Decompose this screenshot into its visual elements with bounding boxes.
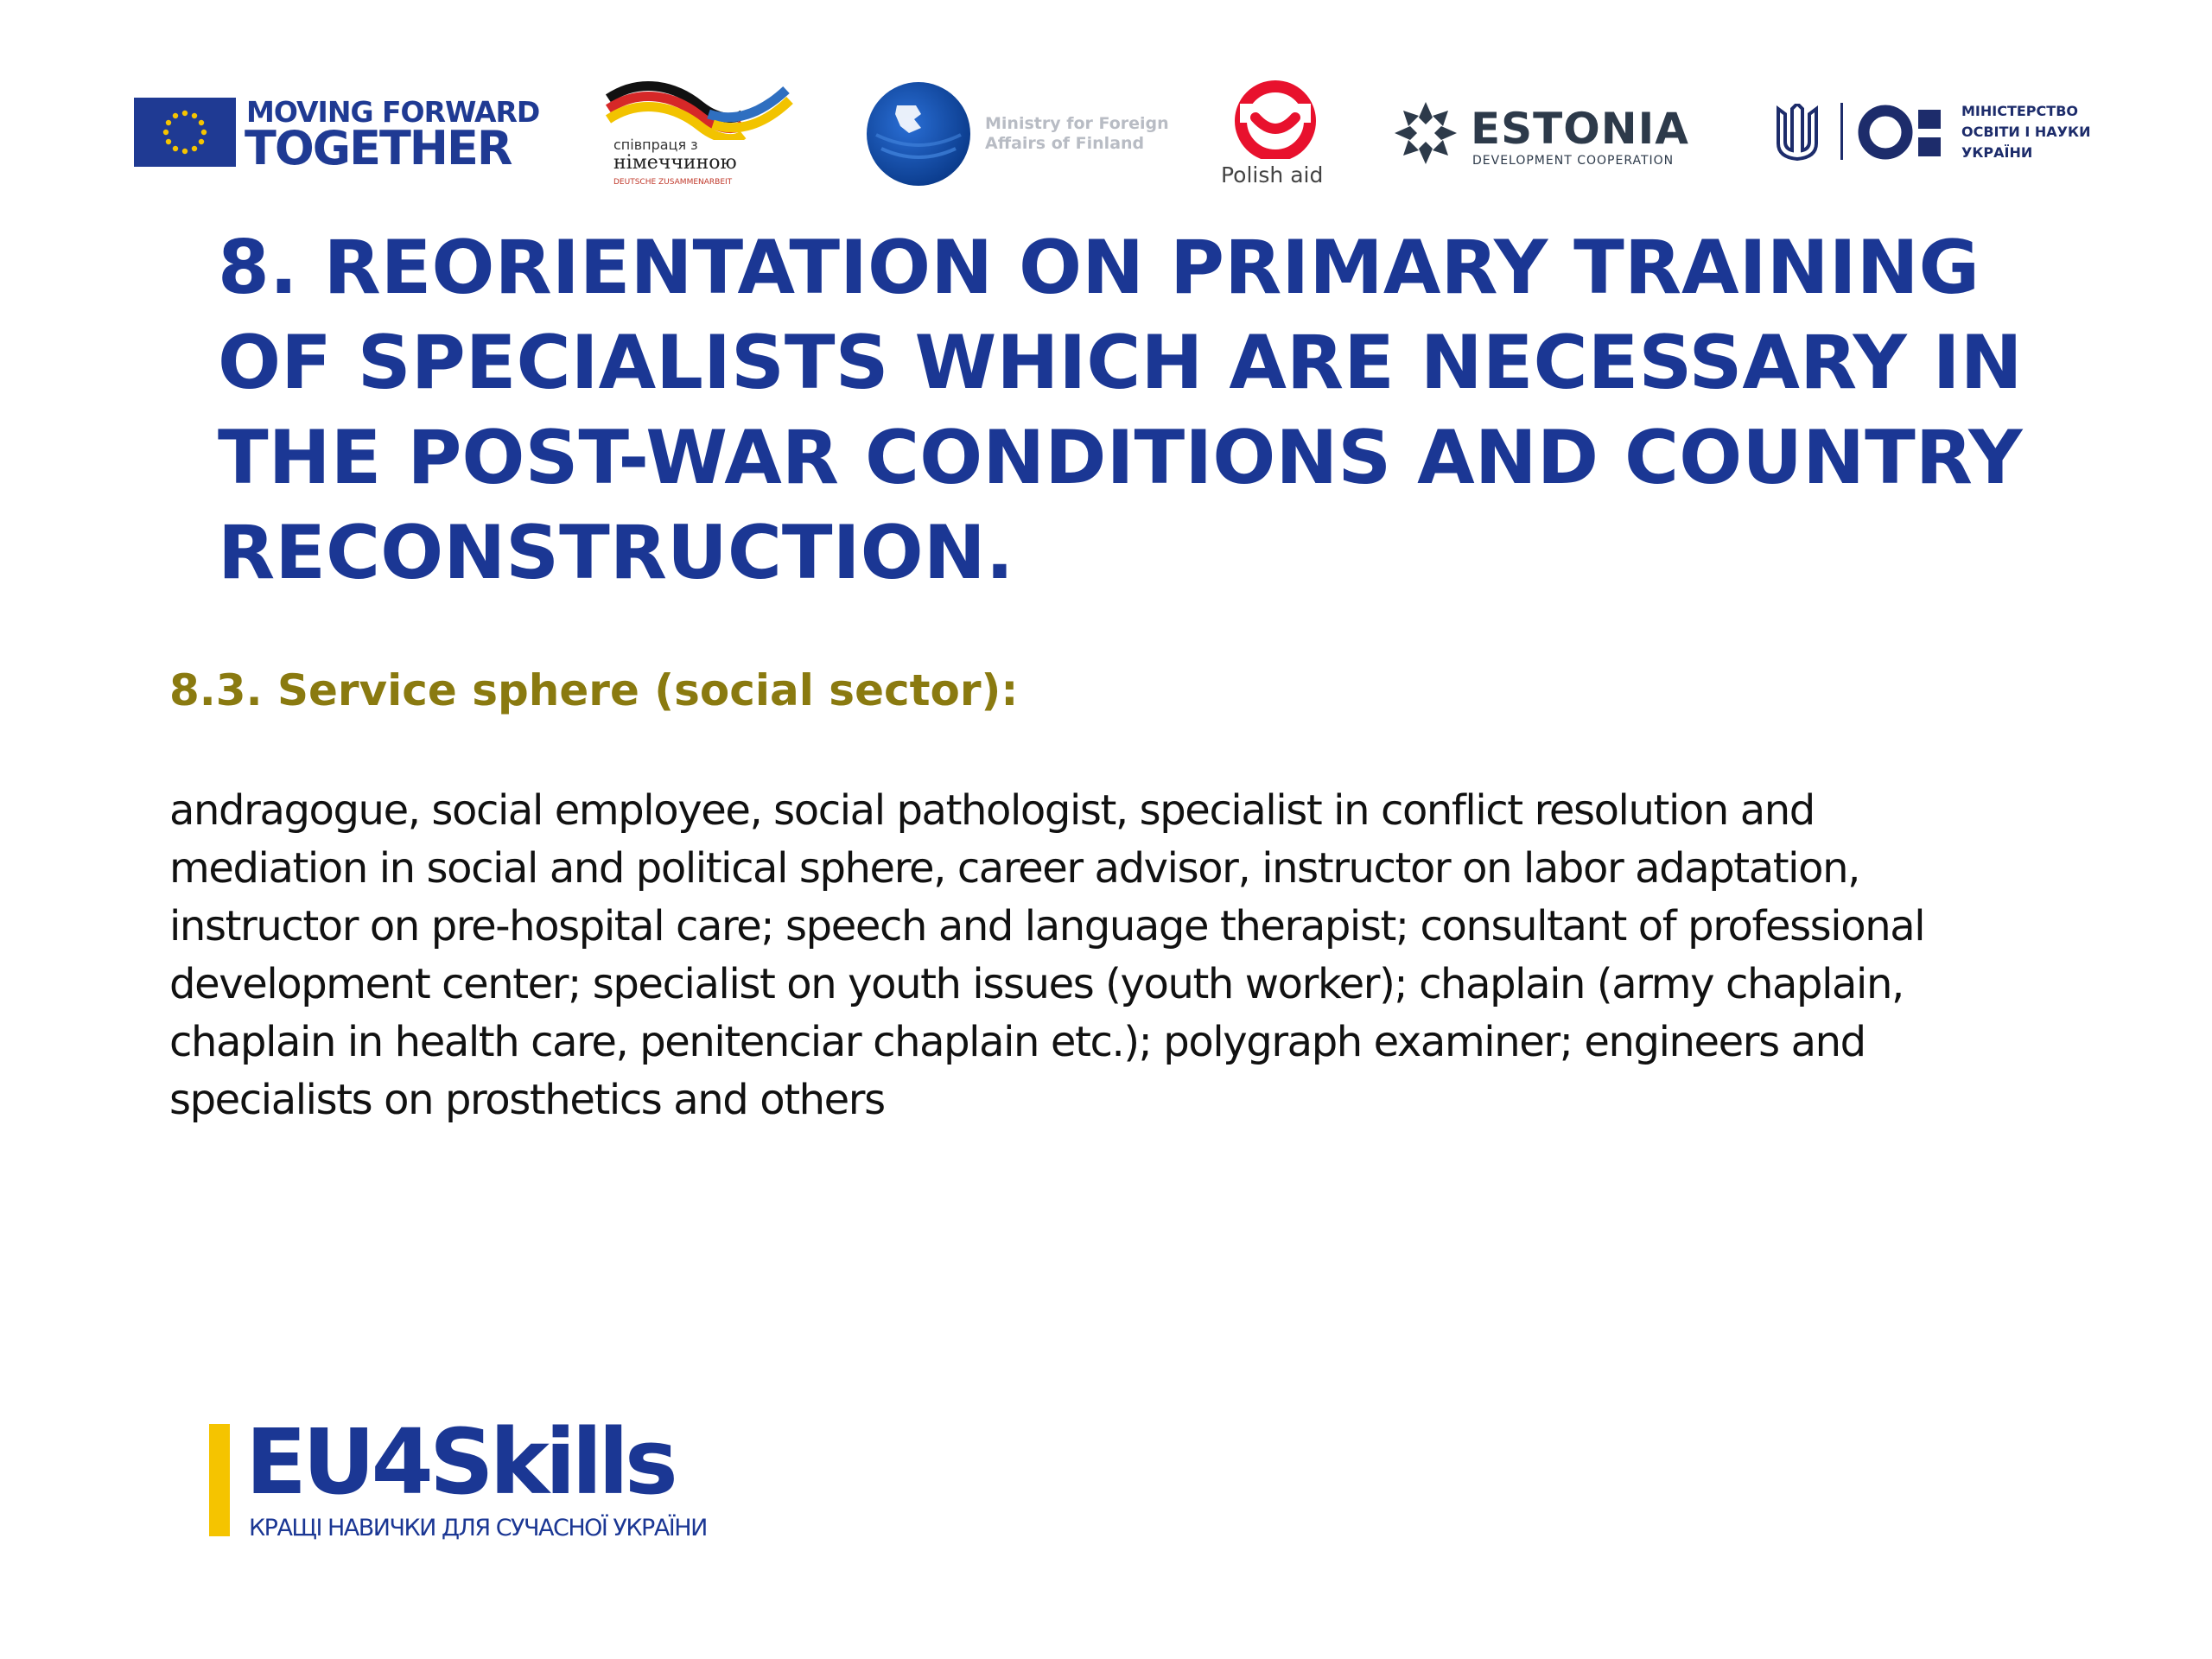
- finland-lion-emblem-icon: [864, 79, 973, 188]
- finland-mfa-logo: [864, 79, 1169, 188]
- polish-aid-label: Polish aid: [1221, 162, 1324, 188]
- body-line: chaplain in health care, penitenciar chaplain etc.); polygraph examiner; engineers and: [169, 1018, 1866, 1066]
- german-logo-line2: німеччиною: [613, 152, 737, 174]
- estonia-development-logo: [1391, 97, 1711, 175]
- body-line: mediation in social and political sphere, career advisor, instructor on labor adaptation,: [169, 844, 1859, 893]
- slide-title-line: THE POST-WAR CONDITIONS AND COUNTRY: [218, 415, 2023, 501]
- partner-logos-row: [0, 0, 2212, 207]
- section-body-text: [169, 782, 2122, 1129]
- body-line: andragogue, social employee, social pathologist, specialist in conflict resolution and: [169, 786, 1815, 835]
- finland-logo-line2: Affairs of Finland: [985, 134, 1145, 153]
- eu-flag-icon: [134, 98, 236, 167]
- eu4skills-logo: [207, 1409, 743, 1551]
- slide-title: [218, 220, 2119, 601]
- section-subtitle: 8.3. Service sphere (social sector):: [169, 665, 1019, 715]
- eu4skills-name: EU4Skills: [245, 1409, 674, 1515]
- ukraine-logo-line3: УКРАЇНИ: [1961, 144, 2033, 161]
- ukraine-logo-divider: [1840, 103, 1843, 160]
- finland-logo-text: [985, 114, 1169, 154]
- eu-logo-line2: TOGETHER: [245, 121, 512, 175]
- ukraine-ministry-logo: [1771, 99, 2134, 168]
- body-line: instructor on pre-hospital care; speech and language therapist; consultant of professional: [169, 902, 1925, 950]
- slide-title-line: RECONSTRUCTION.: [218, 510, 1014, 596]
- estonia-logo-name: ESTONIA: [1471, 104, 1689, 154]
- estonia-star-icon: [1391, 99, 1460, 168]
- ukraine-logo-text: [1961, 101, 2090, 163]
- ukraine-ministry-mark-icon: [1858, 103, 1953, 163]
- slide-title-line: OF SPECIALISTS WHICH ARE NECESSARY IN: [218, 320, 2023, 406]
- polish-aid-logo: [1214, 79, 1335, 188]
- ukraine-logo-line2: ОСВІТИ І НАУКИ: [1961, 124, 2091, 140]
- german-cooperation-logo: [605, 79, 795, 192]
- body-line: development center; specialist on youth issues (youth worker); chaplain (army chaplain,: [169, 960, 1904, 1008]
- ukraine-logo-line1: МІНІСТЕРСТВО: [1961, 103, 2078, 119]
- slide-title-line: 8. REORIENTATION ON PRIMARY TRAINING: [218, 225, 1980, 311]
- german-ukrainian-flag-icon: [605, 79, 795, 140]
- body-line: specialists on prosthetics and others: [169, 1076, 885, 1124]
- eu4skills-tagline: КРАЩІ НАВИЧКИ ДЛЯ СУЧАСНОЇ УКРАЇНИ: [249, 1515, 707, 1541]
- estonia-logo-tagline: DEVELOPMENT COOPERATION: [1472, 154, 1675, 168]
- german-logo-line1: співпраця з: [613, 137, 698, 153]
- eu-moving-forward-logo: [134, 93, 540, 175]
- finland-logo-line1: Ministry for Foreign: [985, 114, 1169, 133]
- eu-logo-line1: MOVING FORWARD: [246, 95, 540, 129]
- ukraine-trident-icon: [1771, 104, 1823, 164]
- eu4skills-yellow-bar: [209, 1424, 230, 1536]
- german-logo-line3: DEUTSCHE ZUSAMMENARBEIT: [613, 178, 733, 187]
- polish-aid-smile-icon: [1228, 79, 1323, 159]
